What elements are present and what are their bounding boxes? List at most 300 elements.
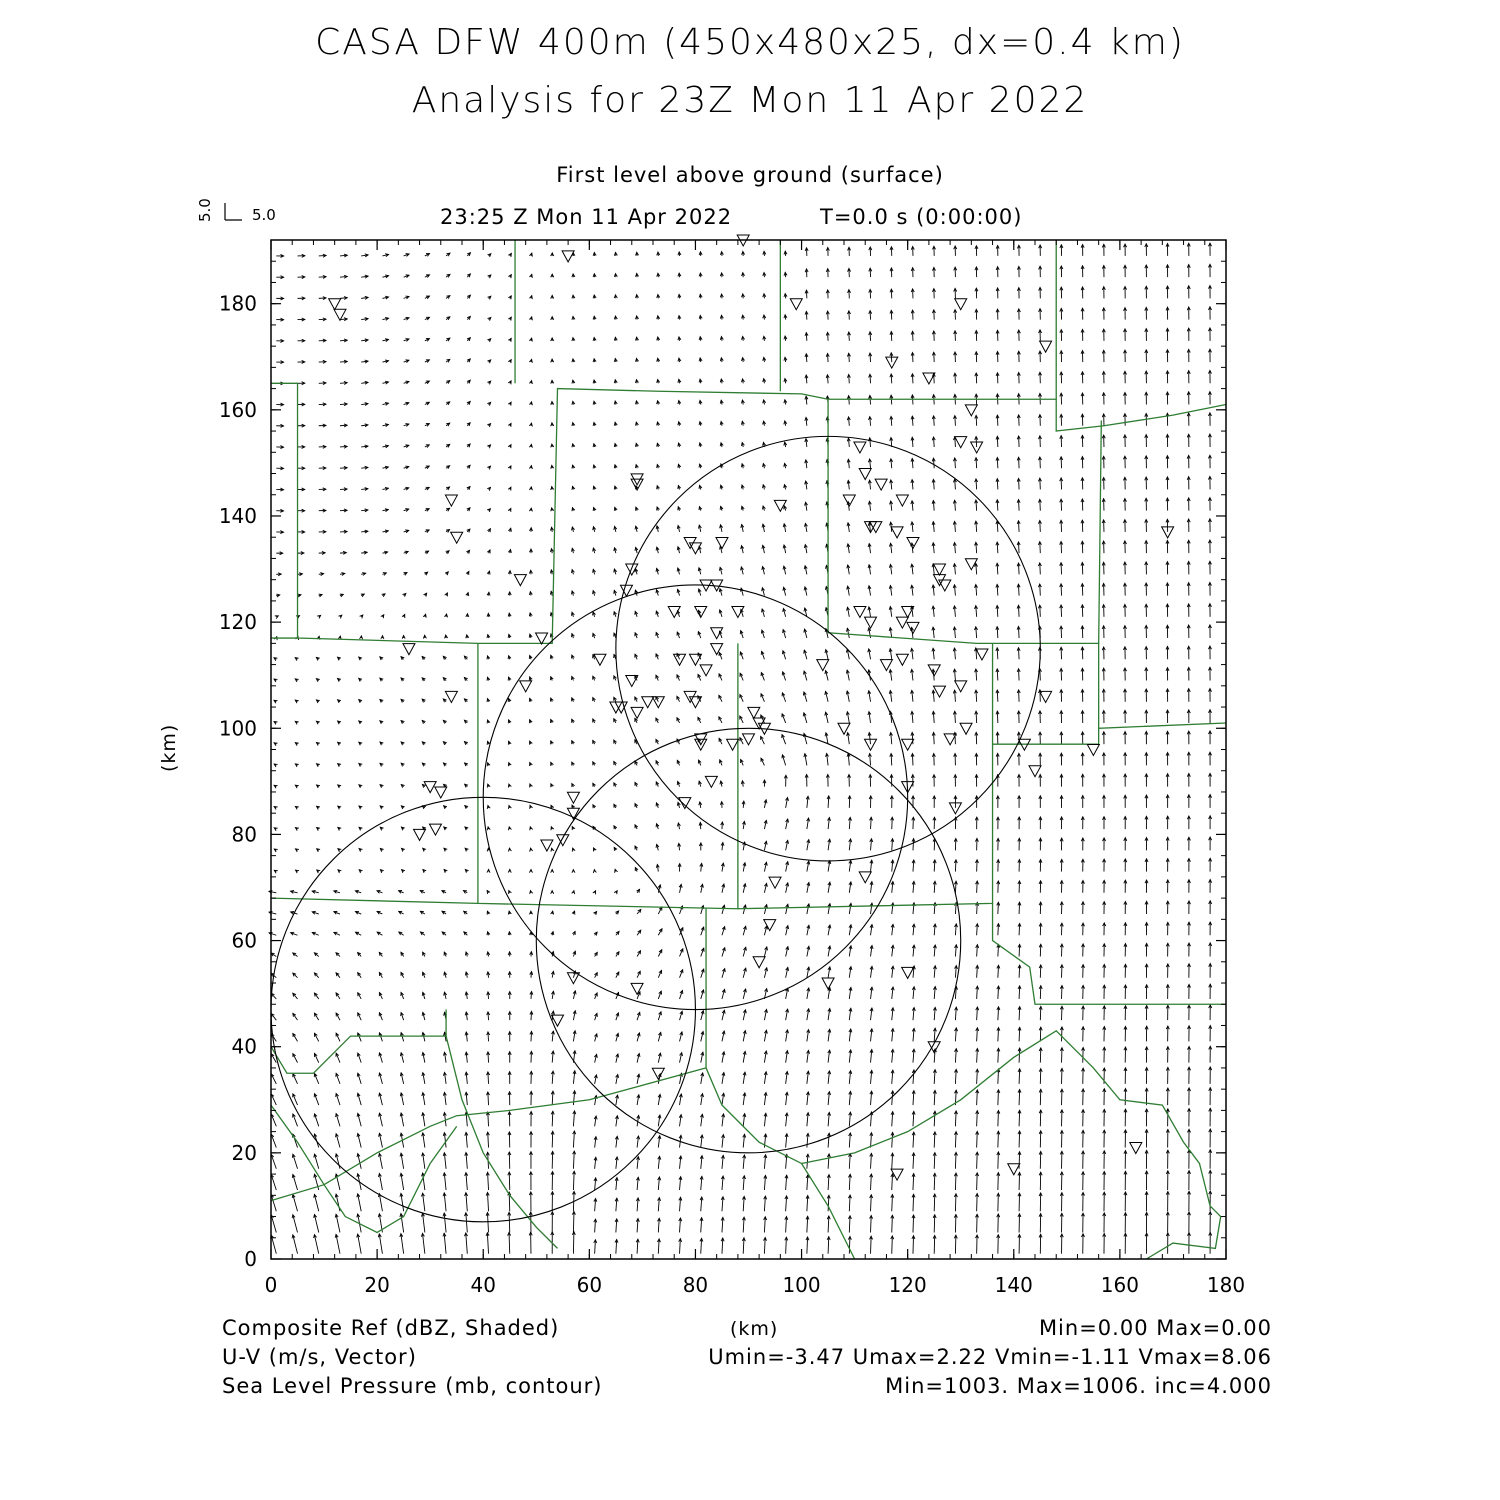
wind-vector (849, 860, 852, 871)
wind-vector-shaft (934, 1111, 935, 1126)
wind-vector (443, 1153, 446, 1169)
wind-vector (805, 439, 808, 447)
wind-vector-shaft (892, 1174, 893, 1190)
wind-vector (637, 951, 640, 957)
wind-vector (573, 1071, 576, 1084)
wind-vector (572, 911, 575, 914)
wind-vector (932, 479, 935, 489)
wind-vector (334, 890, 340, 893)
wind-vector (955, 1049, 958, 1063)
wind-vector (932, 416, 935, 426)
wind-vector (508, 677, 511, 680)
wind-vector (361, 296, 368, 299)
wind-vector (743, 947, 746, 956)
wind-vector (319, 318, 326, 321)
wind-vector-shaft (913, 1132, 914, 1147)
wind-vector (401, 678, 404, 681)
wind-vector (338, 742, 341, 745)
wind-vector (720, 525, 723, 532)
wind-vector (656, 654, 659, 659)
wind-vector (444, 952, 447, 956)
wind-vector (614, 891, 617, 894)
wind-vector (357, 1053, 361, 1063)
wind-vector (401, 763, 404, 766)
wind-vector (614, 359, 617, 362)
wind-vector (635, 782, 638, 786)
wind-vector (402, 635, 405, 638)
wind-vector (869, 775, 872, 787)
wind-vector (382, 402, 388, 405)
wind-vector (677, 718, 680, 723)
wind-vector (338, 678, 341, 681)
wind-vector (849, 925, 852, 935)
wind-vector (635, 633, 638, 638)
wind-vector (912, 1028, 915, 1041)
wind-vector (805, 417, 808, 425)
wind-vector (825, 712, 828, 723)
wind-vector (680, 1032, 683, 1041)
wind-vector (572, 741, 575, 745)
wind-vector (508, 911, 511, 914)
wind-vector (701, 906, 704, 914)
wind-vector (954, 1194, 957, 1211)
wind-vector (276, 361, 283, 364)
wind-vector (976, 965, 979, 977)
wind-vector (487, 592, 490, 595)
wind-vector (551, 1091, 554, 1105)
wind-vector (401, 992, 404, 998)
wind-vector (677, 547, 680, 553)
wind-vector (486, 1092, 489, 1105)
wind-vector (635, 401, 638, 405)
wind-vector (404, 402, 409, 405)
wind-vector (806, 1196, 809, 1212)
wind-vector (912, 1132, 915, 1147)
wind-vector (616, 1013, 619, 1020)
wind-vector (615, 1219, 618, 1233)
wind-vector (720, 294, 723, 298)
wind-vector-shaft (786, 1217, 787, 1233)
wind-vector (911, 690, 914, 701)
wind-vector (846, 691, 849, 702)
wind-vector (335, 1234, 340, 1253)
wind-vector (933, 1235, 936, 1253)
wind-vector (572, 401, 575, 404)
wind-vector-shaft (680, 1239, 681, 1254)
wind-vector (976, 1131, 979, 1147)
wind-vector (594, 1178, 597, 1190)
wind-vector (446, 508, 450, 511)
wind-vector (849, 1050, 852, 1063)
wind-vector (679, 884, 682, 892)
wind-vector (444, 869, 447, 872)
wind-vector (616, 1075, 619, 1084)
wind-vector (487, 1072, 490, 1084)
wind-vector (870, 946, 873, 957)
wind-vector (572, 870, 575, 873)
wind-vector (551, 508, 554, 511)
wind-vector (593, 870, 596, 873)
wind-vector (699, 464, 702, 468)
wind-vector (870, 1236, 873, 1253)
wind-vector (932, 648, 935, 659)
wind-vector (847, 480, 850, 489)
wind-vector (828, 1071, 831, 1084)
wind-vector (698, 525, 701, 532)
wind-vector (975, 711, 978, 723)
wind-vector (912, 1174, 915, 1190)
wind-vector (933, 966, 936, 978)
wind-vector (404, 445, 409, 448)
wind-vector (466, 593, 469, 596)
wind-vector (400, 1153, 404, 1169)
wind-vector (763, 421, 766, 426)
wind-vector (976, 1152, 979, 1169)
wind-vector-shaft (509, 1212, 510, 1232)
wind-vector (359, 678, 362, 681)
wind-vector (421, 1193, 424, 1211)
wind-vector (912, 1194, 915, 1211)
wind-vector (274, 764, 277, 767)
wind-vector (530, 1031, 533, 1041)
wind-vector (701, 1052, 704, 1062)
wind-vector (293, 1033, 298, 1041)
wind-vector (298, 530, 305, 533)
wind-vector (509, 891, 512, 894)
wind-vector (807, 946, 810, 956)
wind-vector (657, 507, 660, 511)
wind-vector (379, 993, 382, 999)
wind-vector (378, 1234, 382, 1254)
wind-vector (446, 444, 450, 447)
wind-vector (444, 806, 447, 809)
wind-vector (316, 742, 319, 745)
wind-vector (573, 1031, 576, 1042)
wind-vector (720, 485, 723, 489)
wind-vector (316, 679, 319, 682)
wind-vector (975, 415, 978, 425)
wind-vector (530, 805, 533, 808)
wind-vector (954, 310, 957, 320)
wind-vector (742, 358, 745, 362)
wind-vector (336, 1073, 340, 1083)
wind-vector (399, 932, 404, 935)
wind-vector (336, 1093, 340, 1105)
wind-vector (804, 523, 807, 531)
wind-vector (762, 567, 765, 575)
wind-vector (422, 720, 425, 723)
wind-vector-shaft (743, 1238, 744, 1254)
wind-vector (443, 678, 446, 681)
wind-vector (464, 1233, 467, 1254)
wind-vector (465, 1213, 468, 1233)
wind-vector (849, 1133, 852, 1148)
wind-vector (658, 1156, 661, 1168)
wind-vector (467, 274, 470, 277)
wind-vector (276, 297, 283, 300)
wind-vector (551, 1051, 554, 1063)
wind-vector (446, 423, 450, 426)
wind-vector (467, 508, 470, 511)
wind-vector (827, 1175, 830, 1190)
wind-vector (319, 488, 326, 491)
wind-vector (340, 509, 347, 512)
wind-vector (657, 273, 660, 277)
wind-vector (658, 970, 661, 977)
wind-vector (593, 719, 596, 723)
wind-vector-shaft (998, 1152, 999, 1169)
wind-vector (932, 732, 935, 744)
wind-vector (593, 805, 596, 808)
wind-vector (847, 417, 850, 426)
wind-vector (932, 267, 935, 277)
wind-vector (443, 1193, 446, 1211)
wind-vector (953, 458, 956, 468)
wind-vector (340, 594, 343, 597)
wind-vector (508, 1012, 511, 1021)
wind-vector (847, 311, 850, 320)
wind-vector (530, 952, 533, 957)
wind-vector (741, 464, 744, 468)
wind-vector (700, 1218, 703, 1233)
wind-vector (614, 465, 617, 468)
wind-vector (382, 551, 387, 554)
wind-vector (572, 465, 575, 468)
wind-vector (508, 1172, 511, 1190)
wind-vector (276, 552, 282, 555)
wind-vector (382, 573, 386, 576)
wind-vector (848, 290, 851, 299)
wind-vector (803, 733, 807, 744)
wind-vector (293, 953, 298, 957)
wind-vector (271, 1094, 276, 1105)
wind-vector (784, 272, 787, 277)
wind-vector (720, 273, 723, 277)
wind-vector (295, 828, 298, 831)
wind-vector (720, 802, 723, 808)
wind-vector (464, 932, 467, 935)
wind-vector (292, 1174, 297, 1190)
wind-vector (487, 509, 490, 512)
wind-vector (804, 754, 807, 766)
wind-vector (551, 762, 554, 765)
wind-vector (719, 674, 722, 681)
wind-vector (870, 1008, 873, 1020)
wind-vector (635, 804, 638, 808)
wind-vector (786, 819, 789, 829)
wind-vector (593, 762, 596, 766)
wind-vector (764, 862, 767, 871)
wind-vector (404, 573, 407, 576)
wind-vector (889, 691, 892, 702)
wind-vector (849, 987, 852, 999)
wind-vector (293, 973, 298, 978)
wind-vector (742, 1196, 745, 1211)
wind-vector (317, 849, 320, 852)
wind-vector (614, 804, 617, 808)
wind-vector (614, 826, 617, 829)
wind-vector (401, 721, 404, 724)
wind-vector (293, 1114, 298, 1126)
wind-vector (338, 785, 341, 788)
wind-vector (443, 1072, 446, 1083)
wind-vector (361, 424, 368, 427)
wind-vector (890, 459, 893, 468)
wind-vector (911, 648, 914, 659)
wind-vector (467, 423, 470, 426)
wind-vector (678, 401, 681, 405)
wind-vector (763, 357, 766, 362)
wind-vector (975, 838, 978, 850)
wind-vector-shaft (913, 1153, 914, 1169)
wind-vector (340, 275, 347, 278)
wind-vector (508, 549, 511, 553)
wind-vector (700, 884, 703, 893)
wind-vector (271, 1134, 276, 1147)
wind-vector (762, 524, 765, 532)
wind-vector (359, 657, 362, 660)
wind-vector (680, 990, 683, 998)
wind-vector (422, 1012, 425, 1020)
wind-vector (319, 360, 326, 363)
wind-vector (719, 610, 722, 617)
wind-vector (572, 784, 575, 787)
wind-vector (423, 614, 426, 617)
wind-vector (997, 1152, 1000, 1169)
wind-vector (953, 585, 956, 596)
wind-vector (276, 446, 283, 449)
wind-vector (382, 424, 388, 427)
wind-vector (572, 827, 575, 831)
wind-vector (997, 838, 1000, 850)
wind-vector (975, 627, 978, 638)
wind-vector (298, 509, 305, 512)
wind-vector (446, 551, 449, 554)
wind-vector-shaft (849, 1216, 850, 1233)
wind-vector (806, 1237, 809, 1254)
wind-vector (996, 732, 999, 744)
wind-vector (807, 861, 810, 871)
wind-vector (571, 570, 574, 575)
wind-vector (572, 719, 575, 723)
wind-vector (487, 763, 490, 766)
ref-vector-v-label: 5.0 (196, 198, 214, 222)
wind-vector (636, 1177, 639, 1190)
wind-vector (529, 570, 532, 574)
wind-vector (680, 1053, 683, 1063)
wind-vector (424, 572, 427, 575)
wind-vector (446, 402, 450, 405)
wind-vector (891, 1195, 894, 1212)
wind-vector (508, 827, 511, 830)
wind-vector-shaft (828, 1195, 829, 1211)
wind-vector (550, 570, 553, 574)
wind-vector (530, 827, 533, 830)
wind-vector (551, 295, 554, 298)
wind-vector (616, 952, 619, 957)
wind-vector (869, 353, 872, 362)
wind-vector (997, 1193, 1000, 1211)
wind-vector (932, 585, 935, 596)
wind-vector (722, 1031, 725, 1041)
wind-vector (849, 1071, 852, 1084)
wind-vector (293, 1013, 298, 1020)
wind-vector (678, 379, 681, 383)
wind-vector (764, 1051, 767, 1063)
wind-vector (615, 1136, 618, 1147)
wind-vector (869, 247, 872, 256)
wind-vector (530, 891, 533, 894)
wind-vector (764, 947, 767, 957)
wind-vector (425, 360, 430, 363)
wind-vector (361, 254, 368, 257)
wind-vector (572, 848, 575, 851)
wind-vector (786, 904, 789, 914)
wind-vector (379, 952, 382, 956)
wind-vector (338, 849, 341, 852)
wind-vectors (269, 243, 1212, 1254)
wind-vector (807, 818, 810, 829)
wind-vector (616, 931, 619, 935)
wind-vector-shaft (977, 1152, 978, 1169)
wind-vector (551, 741, 554, 744)
title-line1: CASA DFW 400m (450x480x25, dx=0.4 km) (315, 22, 1185, 63)
wind-vector (442, 891, 446, 894)
wind-vector (425, 466, 429, 469)
wind-vector (615, 911, 618, 914)
wind-vector (848, 1216, 851, 1233)
wind-vector (847, 733, 850, 745)
wind-vector (593, 891, 596, 894)
wind-vector (465, 992, 468, 999)
wind-vector (721, 842, 724, 850)
wind-vector (551, 891, 554, 894)
wind-vector (573, 1011, 576, 1020)
wind-vector (785, 1196, 788, 1211)
wind-vector (656, 718, 659, 723)
wind-vector (870, 839, 873, 851)
wind-vector (529, 508, 532, 511)
wind-vector (743, 884, 746, 893)
wind-vector (890, 374, 893, 383)
wind-vector (319, 424, 326, 427)
wind-vector (870, 1195, 873, 1211)
wind-vector-shaft (701, 1238, 702, 1253)
wind-vector-shaft (637, 1239, 638, 1253)
wind-vector (295, 785, 298, 788)
wind-vector (911, 246, 914, 255)
wind-vector (933, 860, 936, 872)
wind-vector (593, 569, 596, 574)
wind-vector (550, 677, 553, 681)
wind-vector (319, 594, 322, 597)
wind-vector (911, 458, 914, 468)
wind-vector (868, 565, 871, 575)
wind-vector (891, 1215, 894, 1232)
wind-vector (423, 952, 426, 956)
wind-vector-shaft (423, 1233, 425, 1253)
wind-vector (722, 1073, 725, 1084)
wind-vector (804, 545, 807, 554)
wind-vector (826, 753, 829, 765)
wind-vector (657, 486, 660, 490)
wind-vector-shaft (998, 1069, 999, 1084)
wind-vector (422, 992, 425, 999)
wind-vector-shaft (509, 1232, 510, 1253)
wind-vector (635, 337, 638, 341)
wind-vector (400, 1073, 403, 1084)
wind-vector (784, 485, 787, 490)
